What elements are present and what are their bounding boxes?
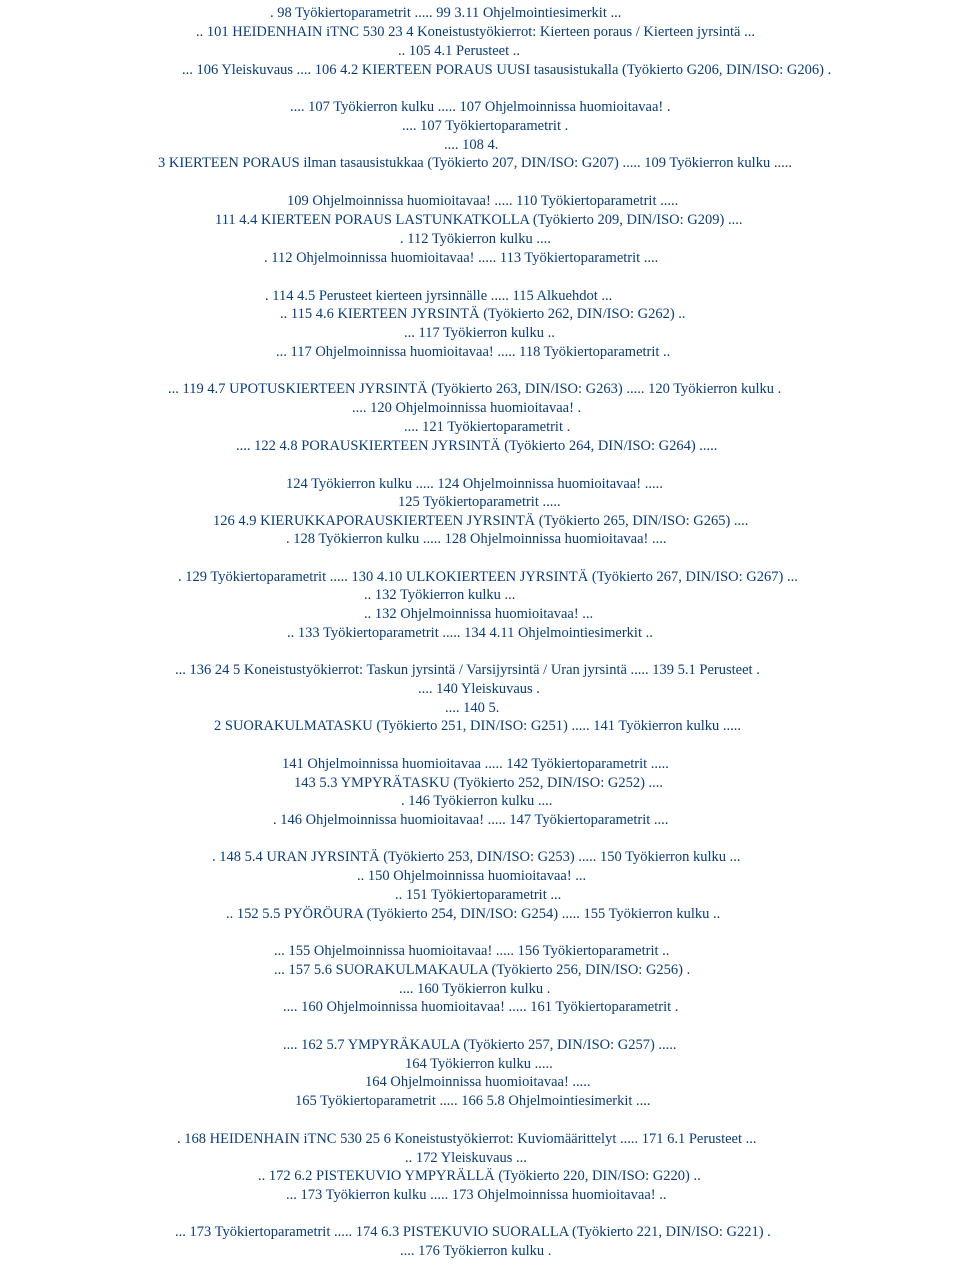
toc-line: 109 Ohjelmoinnissa huomioitavaa! ..... 110 Työkiertoparametrit .....: [287, 193, 679, 209]
toc-line: 165 Työkiertoparametrit ..... 166 5.8 Ohjelmointiesimerkit ....: [295, 1093, 651, 1109]
toc-line: ... 119 4.7 UPOTUSKIERTEEN JYRSINTÄ (Työkierto 263, DIN/ISO: G263) ..... 120 Työkierron kulku .: [168, 381, 782, 397]
toc-line: 141 Ohjelmoinnissa huomioitavaa ..... 142 Työkiertoparametrit .....: [282, 756, 669, 772]
toc-line: 111 4.4 KIERTEEN PORAUS LASTUNKATKOLLA (Työkierto 209, DIN/ISO: G209) ....: [215, 212, 743, 228]
toc-line: 2 SUORAKULMATASKU (Työkierto 251, DIN/ISO: G251) ..... 141 Työkierron kulku .....: [214, 718, 741, 734]
toc-line: .... 160 Ohjelmoinnissa huomioitavaa! ..... 161 Työkiertoparametrit .: [283, 999, 679, 1015]
toc-line: 124 Työkierron kulku ..... 124 Ohjelmoinnissa huomioitavaa! .....: [286, 476, 663, 492]
toc-line: ... 106 Yleiskuvaus .... 106 4.2 KIERTEEN PORAUS UUSI tasausistukalla (Työkierto G206, DIN/ISO: G206) .: [182, 62, 832, 78]
toc-line: . 148 5.4 URAN JYRSINTÄ (Työkierto 253, DIN/ISO: G253) ..... 150 Työkierron kulku ...: [212, 849, 741, 865]
toc-line: . 114 4.5 Perusteet kierteen jyrsinnälle ..... 115 Alkuehdot ...: [265, 288, 613, 304]
toc-line: 164 Työkierron kulku .....: [405, 1056, 553, 1072]
toc-line: ... 117 Työkierron kulku ..: [404, 325, 555, 341]
toc-line: .... 140 5.: [445, 700, 500, 716]
toc-line: .. 150 Ohjelmoinnissa huomioitavaa! ...: [357, 868, 587, 884]
toc-line: 126 4.9 KIERUKKAPORAUSKIERTEEN JYRSINTÄ (Työkierto 265, DIN/ISO: G265) ....: [213, 513, 749, 529]
toc-line: .. 115 4.6 KIERTEEN JYRSINTÄ (Työkierto 262, DIN/ISO: G262) ..: [280, 306, 686, 322]
toc-line: 125 Työkiertoparametrit .....: [398, 494, 561, 510]
toc-line: .... 140 Yleiskuvaus .: [418, 681, 540, 697]
toc-line: .... 120 Ohjelmoinnissa huomioitavaa! .: [352, 400, 582, 416]
toc-line: .... 121 Työkiertoparametrit .: [404, 419, 571, 435]
toc-line: .... 122 4.8 PORAUSKIERTEEN JYRSINTÄ (Työkierto 264, DIN/ISO: G264) .....: [236, 438, 718, 454]
toc-line: . 128 Työkierron kulku ..... 128 Ohjelmoinnissa huomioitavaa! ....: [286, 531, 667, 547]
toc-line: 164 Ohjelmoinnissa huomioitavaa! .....: [365, 1074, 591, 1090]
toc-line: .. 133 Työkiertoparametrit ..... 134 4.11 Ohjelmointiesimerkit ..: [287, 625, 653, 641]
toc-line: . 146 Ohjelmoinnissa huomioitavaa! ..... 147 Työkiertoparametrit ....: [273, 812, 669, 828]
toc-line: .... 176 Työkierron kulku .: [400, 1243, 552, 1259]
toc-line: . 112 Työkierron kulku ....: [400, 231, 551, 247]
toc-line: .. 105 4.1 Perusteet ..: [398, 43, 521, 59]
toc-line: .. 132 Ohjelmoinnissa huomioitavaa! ...: [364, 606, 594, 622]
toc-line: .. 152 5.5 PYÖRÖURA (Työkierto 254, DIN/ISO: G254) ..... 155 Työkierron kulku ..: [226, 906, 721, 922]
toc-line: 143 5.3 YMPYRÄTASKU (Työkierto 252, DIN/ISO: G252) ....: [294, 775, 664, 791]
toc-line: . 98 Työkiertoparametrit ..... 99 3.11 Ohjelmointiesimerkit ...: [270, 5, 622, 21]
toc-line: . 146 Työkierron kulku ....: [401, 793, 553, 809]
toc-line: 3 KIERTEEN PORAUS ilman tasausistukkaa (Työkierto 207, DIN/ISO: G207) ..... 109 Työkierron kulku .....: [158, 155, 792, 171]
toc-line: . 129 Työkiertoparametrit ..... 130 4.10 ULKOKIERTEEN JYRSINTÄ (Työkierto 267, DIN/ISO: G267) ...: [178, 569, 798, 585]
toc-line: .. 101 HEIDENHAIN iTNC 530 23 4 Koneistustyökierrot: Kierteen poraus / Kierteen jyrsintä ...: [196, 24, 755, 40]
toc-line: .... 107 Työkierron kulku ..... 107 Ohjelmoinnissa huomioitavaa! .: [290, 99, 671, 115]
toc-line: ... 173 Työkierron kulku ..... 173 Ohjelmoinnissa huomioitavaa! ..: [286, 1187, 667, 1203]
toc-line: ... 173 Työkiertoparametrit ..... 174 6.3 PISTEKUVIO SUORALLA (Työkierto 221, DIN/ISO: G221) .: [175, 1224, 771, 1240]
toc-line: ... 136 24 5 Koneistustyökierrot: Taskun jyrsintä / Varsijyrsintä / Uran jyrsintä ..... 139 5.1 Perusteet .: [175, 662, 760, 678]
toc-line: .. 132 Työkierron kulku ...: [364, 587, 516, 603]
toc-line: ... 155 Ohjelmoinnissa huomioitavaa! ..... 156 Työkiertoparametrit ..: [274, 943, 670, 959]
toc-line: ... 157 5.6 SUORAKULMAKAULA (Työkierto 256, DIN/ISO: G256) .: [274, 962, 691, 978]
toc-line: . 112 Ohjelmoinnissa huomioitavaa! ..... 113 Työkiertoparametrit ....: [264, 250, 659, 266]
toc-line: .. 172 Yleiskuvaus ...: [405, 1150, 527, 1166]
toc-line: .. 151 Työkiertoparametrit ...: [395, 887, 562, 903]
toc-line: .... 160 Työkierron kulku .: [399, 981, 551, 997]
toc-line: .... 108 4.: [444, 137, 499, 153]
toc-line: ... 117 Ohjelmoinnissa huomioitavaa! ..... 118 Työkiertoparametrit ..: [276, 344, 671, 360]
toc-line: .... 107 Työkiertoparametrit .: [402, 118, 569, 134]
toc-line: . 168 HEIDENHAIN iTNC 530 25 6 Koneistustyökierrot: Kuviomäärittelyt ..... 171 6.1 Perusteet ...: [177, 1131, 757, 1147]
toc-line: .. 172 6.2 PISTEKUVIO YMPYRÄLLÄ (Työkierto 220, DIN/ISO: G220) ..: [258, 1168, 701, 1184]
toc-line: .... 162 5.7 YMPYRÄKAULA (Työkierto 257, DIN/ISO: G257) .....: [283, 1037, 677, 1053]
